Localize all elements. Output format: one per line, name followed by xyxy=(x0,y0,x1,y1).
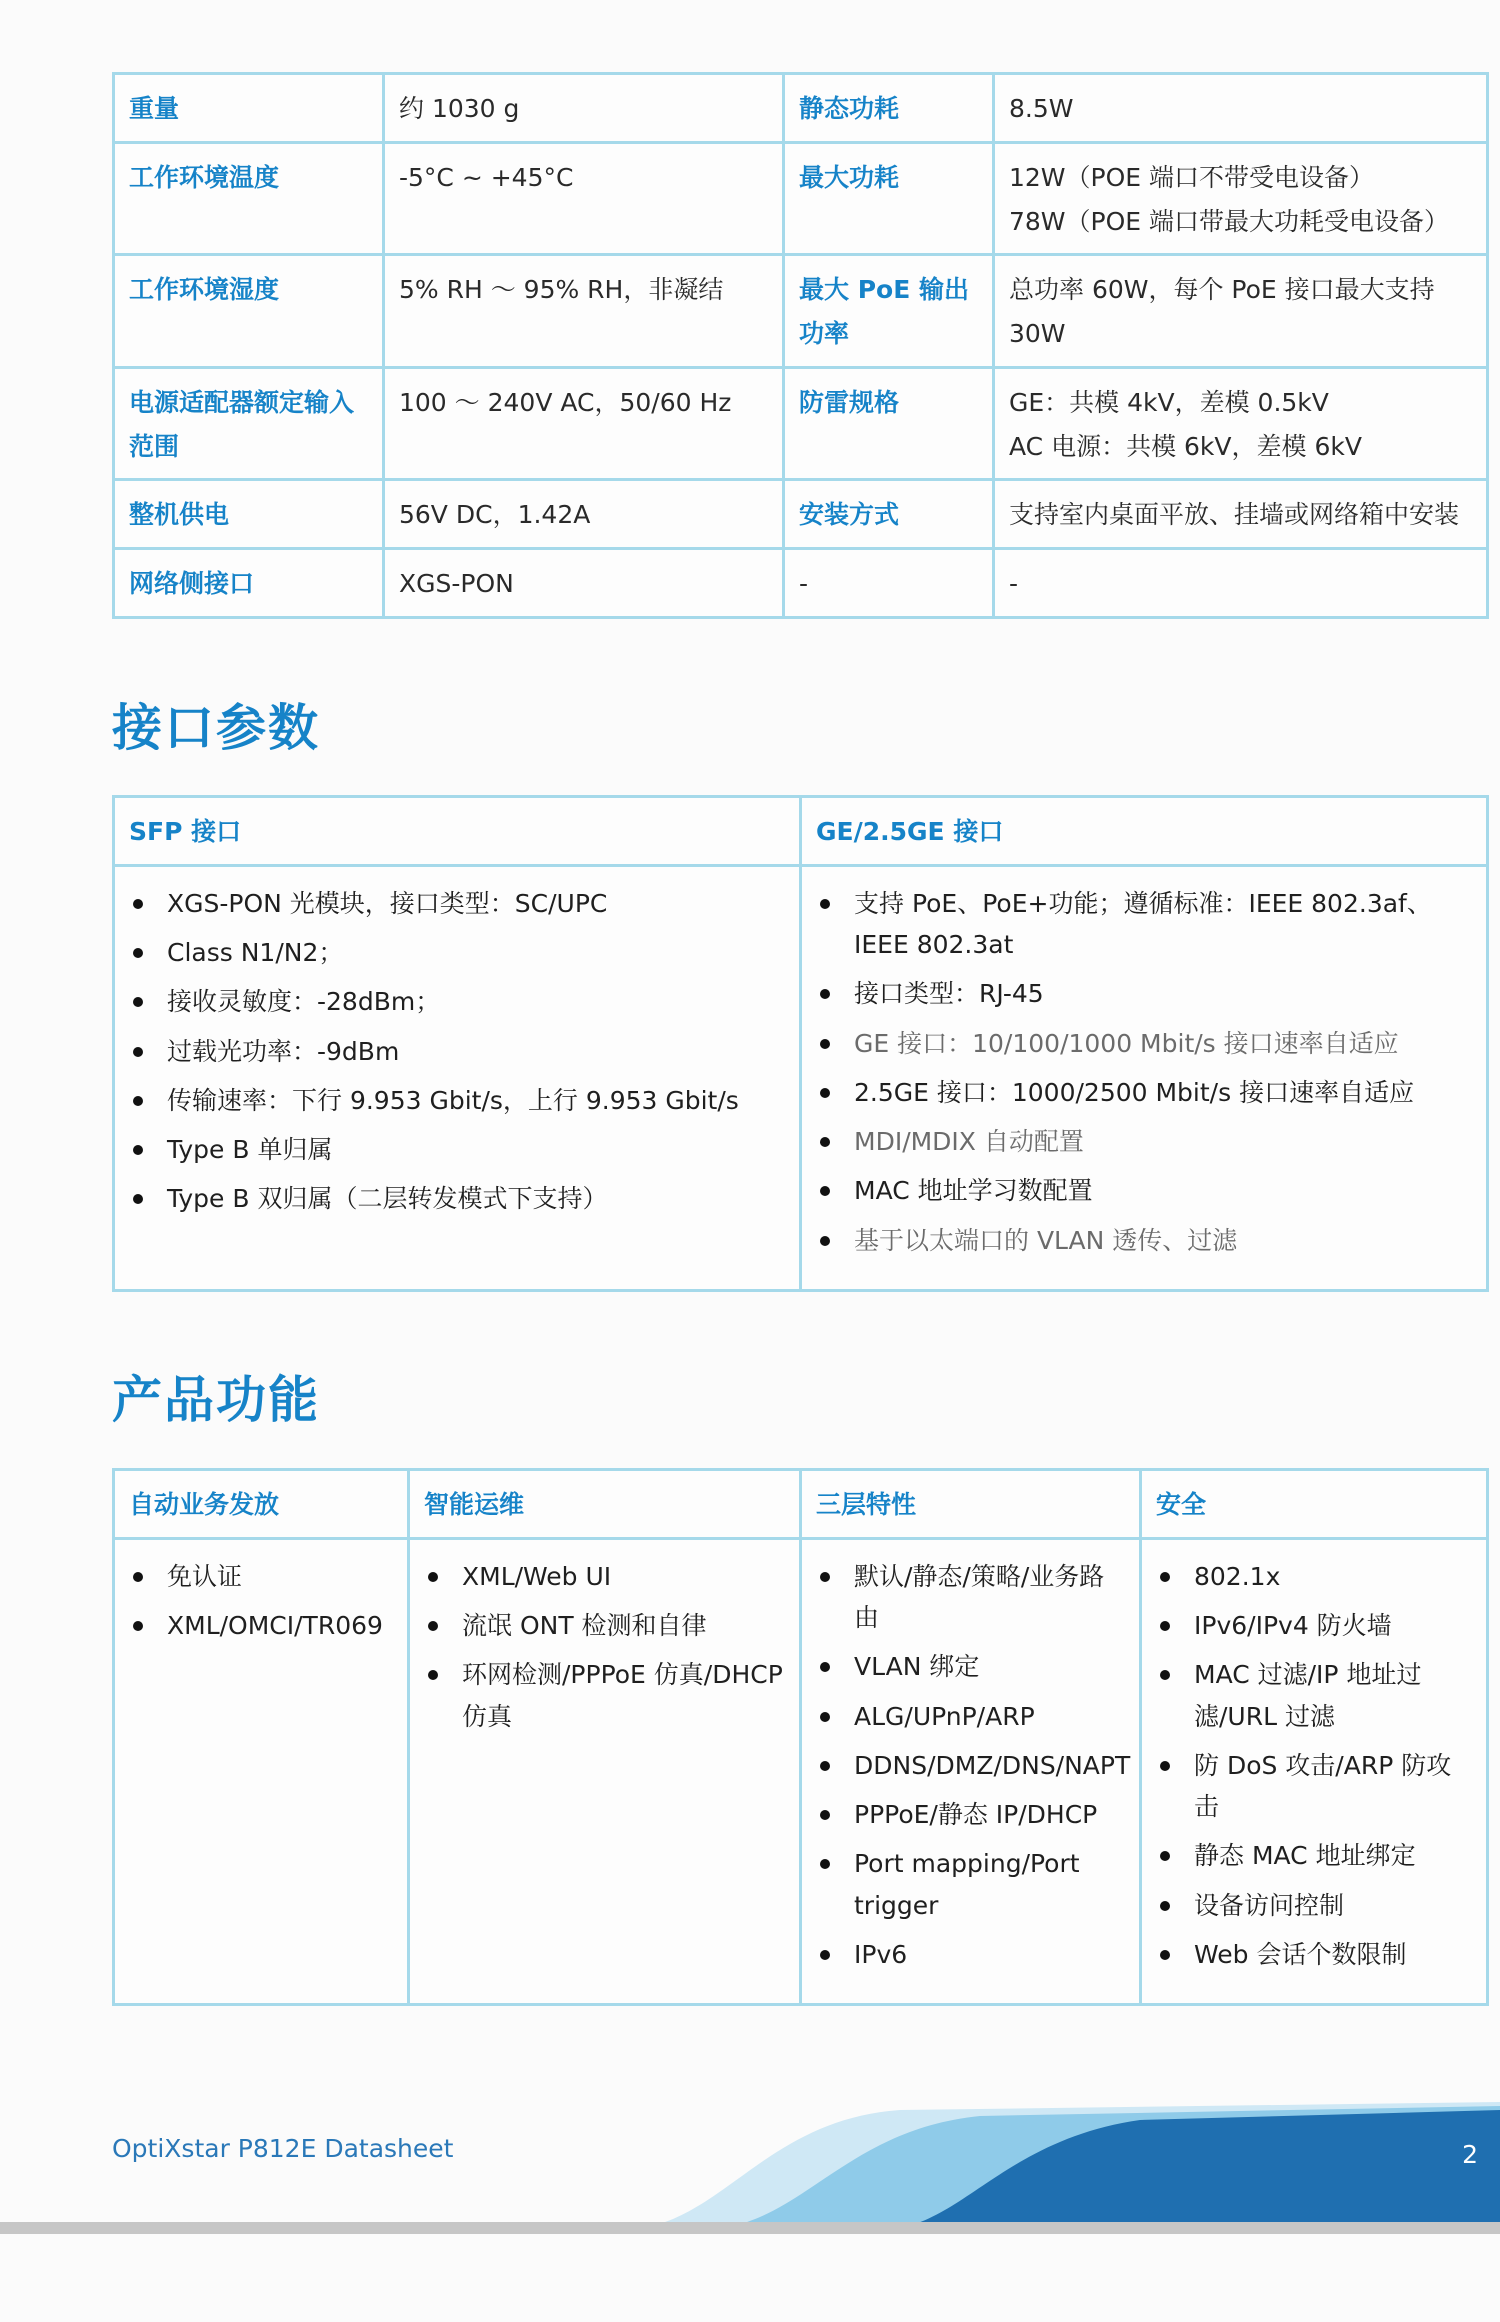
spec-value xyxy=(384,142,784,255)
list-item: PPPoE/静态 IP/DHCP xyxy=(816,1794,1125,1835)
bottom-bar xyxy=(0,2222,1500,2234)
list-item: 802.1x xyxy=(1156,1556,1472,1597)
spec-value-line: 56V DC，1.42A xyxy=(399,500,591,530)
spec-value xyxy=(994,74,1488,143)
spec-label: 最大功耗 xyxy=(784,142,994,255)
spec-label: 静态功耗 xyxy=(784,74,994,143)
feature-list xyxy=(1156,1552,1472,1993)
interface-table xyxy=(112,795,1489,1292)
feature-column-header: 自动业务发放 xyxy=(114,1470,409,1539)
spec-value xyxy=(384,549,784,618)
spec-table xyxy=(112,72,1489,619)
ge-header: GE/2.5GE 接口 xyxy=(801,797,1488,866)
feature-column-header: 三层特性 xyxy=(801,1470,1141,1539)
spec-value xyxy=(994,480,1488,549)
list-item: Type B 单归属 xyxy=(129,1129,785,1170)
spec-value-line: AC 电源：共模 6kV，差模 6kV xyxy=(1009,431,1362,461)
list-item: 基于以太端口的 VLAN 透传、过滤 xyxy=(816,1220,1472,1261)
feature-column-cell xyxy=(409,1538,801,2004)
spec-label: 最大 PoE 输出功率 xyxy=(784,255,994,368)
sfp-list xyxy=(129,879,785,1238)
spec-row xyxy=(114,367,1488,480)
list-item: 设备访问控制 xyxy=(1156,1885,1472,1926)
features-table xyxy=(112,1468,1489,2006)
feature-column-cell xyxy=(114,1538,409,2004)
feature-column-cell xyxy=(801,1538,1141,2004)
list-item: Port mapping/Port trigger xyxy=(816,1843,1125,1926)
feature-list xyxy=(129,1552,393,1665)
spec-value-line: 约 1030 g xyxy=(399,94,520,123)
feature-column-header: 智能运维 xyxy=(409,1470,801,1539)
list-item: DDNS/DMZ/DNS/NAPT xyxy=(816,1745,1125,1786)
spec-row xyxy=(114,549,1488,618)
list-item: MAC 过滤/IP 地址过滤/URL 过滤 xyxy=(1156,1654,1472,1737)
list-item: Web 会话个数限制 xyxy=(1156,1934,1472,1975)
spec-label: 防雷规格 xyxy=(784,367,994,480)
sfp-header: SFP 接口 xyxy=(114,797,801,866)
interface-section-title: 接口参数 xyxy=(112,699,320,757)
spec-label: 网络侧接口 xyxy=(114,549,384,618)
page-number: 2 xyxy=(1462,2140,1478,2169)
spec-value-line: 总功率 60W，每个 PoE 接口最大支持 30W xyxy=(1009,275,1435,348)
features-section-title: 产品功能 xyxy=(112,1371,320,1429)
footer-doc-title: OptiXstar P812E Datasheet xyxy=(112,2134,454,2163)
spec-label: 工作环境温度 xyxy=(114,142,384,255)
list-item: XML/OMCI/TR069 xyxy=(129,1605,393,1646)
list-item: 支持 PoE、PoE+功能；遵循标准：IEEE 802.3af、IEEE 802.3at xyxy=(816,883,1472,966)
spec-value-line: 支持室内桌面平放、挂墙或网络箱中安装 xyxy=(1009,500,1460,530)
spec-value xyxy=(994,255,1488,368)
spec-label: 安装方式 xyxy=(784,480,994,549)
sfp-cell xyxy=(114,865,801,1290)
list-item: MAC 地址学习数配置 xyxy=(816,1170,1472,1211)
spec-label: 电源适配器额定输入范围 xyxy=(114,367,384,480)
spec-label: - xyxy=(784,549,994,618)
list-item: 传输速率：下行 9.953 Gbit/s，上行 9.953 Gbit/s xyxy=(129,1080,785,1121)
spec-value xyxy=(384,255,784,368)
spec-row xyxy=(114,74,1488,143)
spec-label: 重量 xyxy=(114,74,384,143)
list-item: 过载光功率：-9dBm xyxy=(129,1031,785,1072)
list-item: 2.5GE 接口：1000/2500 Mbit/s 接口速率自适应 xyxy=(816,1072,1472,1113)
spec-value xyxy=(384,367,784,480)
feature-column-header: 安全 xyxy=(1141,1470,1488,1539)
list-item: 接收灵敏度：-28dBm； xyxy=(129,981,785,1022)
list-item: XML/Web UI xyxy=(424,1556,785,1597)
list-item: 接口类型：RJ-45 xyxy=(816,973,1472,1014)
list-item: 防 DoS 攻击/ARP 防攻击 xyxy=(1156,1745,1472,1828)
spec-label: 工作环境湿度 xyxy=(114,255,384,368)
spec-value xyxy=(384,480,784,549)
list-item: VLAN 绑定 xyxy=(816,1646,1125,1687)
list-item: XGS-PON 光模块，接口类型：SC/UPC xyxy=(129,883,785,924)
list-item: ALG/UPnP/ARP xyxy=(816,1696,1125,1737)
list-item: 流氓 ONT 检测和自律 xyxy=(424,1605,785,1646)
spec-value xyxy=(994,367,1488,480)
list-item: IPv6/IPv4 防火墙 xyxy=(1156,1605,1472,1646)
list-item: 默认/静态/策略/业务路由 xyxy=(816,1556,1125,1639)
spec-value-line: XGS-PON xyxy=(399,569,514,598)
spec-value-line: - xyxy=(1009,569,1019,598)
feature-list xyxy=(424,1552,785,1755)
spec-value-line: GE：共模 4kV，差模 0.5kV xyxy=(1009,387,1329,417)
spec-value xyxy=(384,74,784,143)
feature-column-cell xyxy=(1141,1538,1488,2004)
spec-value-line: 8.5W xyxy=(1009,94,1074,123)
list-item: Type B 双归属（二层转发模式下支持） xyxy=(129,1178,785,1219)
list-item: 静态 MAC 地址绑定 xyxy=(1156,1835,1472,1876)
spec-value-line: 100 ～ 240V AC，50/60 Hz xyxy=(399,387,732,417)
spec-value-line: 12W（POE 端口不带受电设备） xyxy=(1009,162,1375,192)
feature-list xyxy=(816,1552,1131,1993)
spec-value-line: 5% RH ～ 95% RH，非凝结 xyxy=(399,275,724,305)
list-item: IPv6 xyxy=(816,1934,1125,1975)
list-item: MDI/MDIX 自动配置 xyxy=(816,1121,1472,1162)
spec-value-line: -5°C ~ +45°C xyxy=(399,162,574,192)
spec-label: 整机供电 xyxy=(114,480,384,549)
spec-value-line: 78W（POE 端口带最大功耗受电设备） xyxy=(1009,206,1450,236)
list-item: 环网检测/PPPoE 仿真/DHCP 仿真 xyxy=(424,1654,785,1737)
spec-value xyxy=(994,142,1488,255)
spec-row xyxy=(114,255,1488,368)
spec-row xyxy=(114,480,1488,549)
list-item: Class N1/N2； xyxy=(129,932,785,973)
spec-row xyxy=(114,142,1488,255)
spec-value xyxy=(994,549,1488,618)
list-item: 免认证 xyxy=(129,1556,393,1597)
ge-cell xyxy=(801,865,1488,1290)
list-item: GE 接口：10/100/1000 Mbit/s 接口速率自适应 xyxy=(816,1023,1472,1064)
ge-list xyxy=(816,879,1472,1279)
